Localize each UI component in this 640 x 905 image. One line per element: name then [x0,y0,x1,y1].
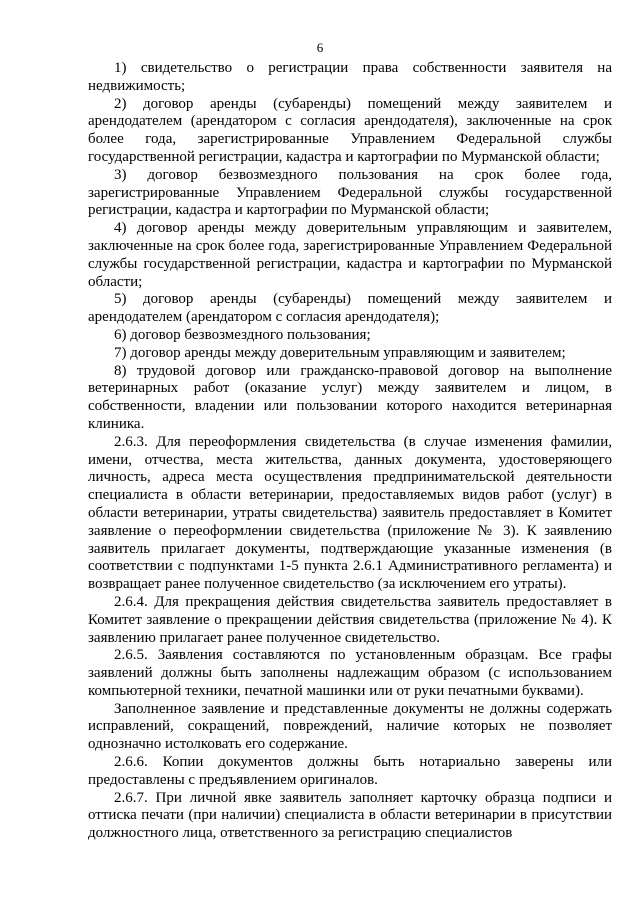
list-item-1: 1) свидетельство о регистрации права собственности заявителя на недвижимость; [88,60,612,94]
list-item-7: 7) договор аренды между доверительным управляющим и заявителем; [114,344,566,361]
list-item-8: 8) трудовой договор или гражданско-правовой договор на выполнение ветеринарных работ (оказание услуг) между заявителем и лицом, в собственности, владении или пользовании которого находится ветеринарная клиника. [88,362,612,432]
paragraph-2-6-3: 2.6.3. Для переоформления свидетельства (в случае изменения фамилии, имени, отчества, места жительства, данных документа, удостоверяющего личность, адреса места осуществления предпринимательской деятельности специалиста в области ветеринарии, предоставляемых видов работ (услуг) в области ветеринарии, утраты свидетельства) заявитель предоставляет в Комитет заявление о переоформлении свидетельства (приложение № 3). К заявлению заявитель прилагает документы, подтверждающие указанные изменения (в соответствии с подпунктами 1-5 пункта 2.6.1 Административного регламента) и возвращает ранее полученное свидетельство (за исключением его утраты). [88,433,612,593]
paragraph-2-6-6: 2.6.6. Копии документов должны быть нотариально заверены или предоставлены с предъявлением оригиналов. [88,754,612,788]
paragraph-2-6-7: 2.6.7. При личной явке заявитель заполняет карточку образца подписи и оттиска печати (при наличии) специалиста в области ветеринарии в присутствии должностного лица, ответственного за регистрацию специалистов [88,789,612,842]
list-item-4: 4) договор аренды между доверительным управляющим и заявителем, заключенные на срок более года, зарегистрированные Управлением Федеральной службы государственной регистрации, кадастра и картографии по Мурманской области; [88,220,612,290]
list-item-3: 3) договор безвозмездного пользования на срок более года, зарегистрированные Управлением Федеральной службы государственной регистрации, кадастра и картографии по Мурманской области; [88,166,612,219]
list-item-2: 2) договор аренды (субаренды) помещений между заявителем и арендодателем (арендатором с согласия арендодателя), заключенные на срок более года, зарегистрированные Управлением Федеральной службы государственной регистрации, кадастра и картографии по Мурманской области; [88,95,612,165]
list-item-5: 5) договор аренды (субаренды) помещений между заявителем и арендодателем (арендатором с согласия арендодателя); [88,291,612,326]
paragraph-filled-application: Заполненное заявление и представленные документы не должны содержать исправлений, сокращений, повреждений, наличие которых не позволяет однозначно истолковать его содержание. [88,700,612,753]
document-body [88,60,612,843]
list-item-6: 6) договор безвозмездного пользования; [114,326,371,343]
page-number: 6 [316,40,324,55]
paragraph-2-6-5: 2.6.5. Заявления составляются по установленным образцам. Все графы заявлений должны быть заполнены надлежащим образом (с использованием компьютерной техники, печатной машинки или от руки печатными буквами). [88,647,612,699]
paragraph-2-6-4: 2.6.4. Для прекращения действия свидетельства заявитель предоставляет в Комитет заявление о прекращении действия свидетельства (приложение № 4). К заявлению прилагает ранее полученное свидетельство. [88,593,612,646]
